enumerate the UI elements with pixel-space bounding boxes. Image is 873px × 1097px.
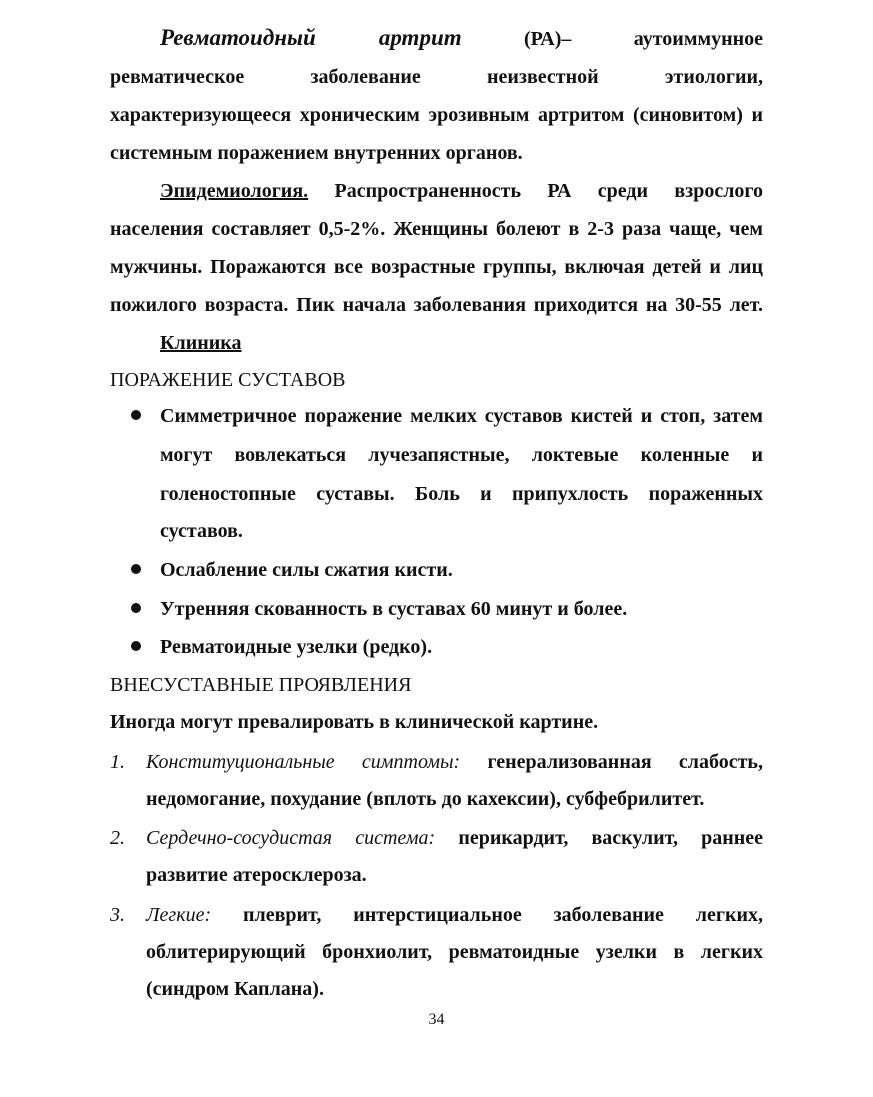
extra-item-1-number: 1. (110, 751, 125, 773)
joints-item-2: Ослабление силы сжатия кисти. (160, 559, 453, 581)
extra-item-3-line-2: облитерирующий бронхиолит, ревматоидные узелки в легких (146, 941, 763, 963)
extra-item-2-line-2: развитие атеросклероза. (146, 864, 367, 886)
page-number: 34 (428, 1011, 445, 1028)
joints-item-1-line-4: суставов. (160, 520, 243, 542)
bullet-icon (131, 641, 141, 651)
extra-item-2-line1-tail: перикардит, васкулит, раннее (458, 827, 764, 849)
extra-item-3-number: 3. (110, 904, 125, 926)
extra-item-1-line1-tail: генерализованная слабость, (487, 751, 764, 773)
intro-line-4: системным поражением внутренних органов. (110, 142, 523, 164)
extra-item-3-line1-tail: плеврит, интерстициальное заболевание легких, (242, 904, 764, 926)
epidemiology-line1-tail: Распространенность РА среди взрослого (334, 180, 764, 202)
epidemiology-line-1 (160, 178, 763, 204)
extra-intro: Иногда могут превалировать в клинической картине. (110, 711, 599, 733)
extra-item-3-label: Легкие: (146, 904, 212, 926)
joints-heading: ПОРАЖЕНИЕ СУСТАВОВ (110, 369, 346, 391)
extra-item-3-line-1 (146, 902, 763, 928)
intro-line1-tail: аутоиммунное (633, 28, 763, 50)
joints-item-4: Ревматоидные узелки (редко). (160, 636, 433, 658)
clinic-heading-text: Клиника (160, 332, 242, 354)
bullet-icon (131, 564, 141, 574)
epidemiology-line-4: пожилого возраста. Пик начала заболевания приходится на 30-55 лет. (110, 294, 763, 316)
joints-item-1-line-3: голеностопные суставы. Боль и припухлость пораженных (160, 483, 763, 505)
extra-item-1-label: Конституциональные симптомы: (146, 751, 461, 773)
extra-item-2-label: Сердечно-сосудистая система: (146, 827, 436, 849)
bullet-icon (131, 603, 141, 613)
bullet-icon (131, 410, 141, 420)
joints-item-3: Утренняя скованность в суставах 60 минут и более. (160, 598, 628, 620)
epidemiology-heading: Эпидемиология. (160, 180, 309, 202)
extra-item-3-line-3: (синдром Каплана). (146, 978, 324, 1000)
extra-heading: ВНЕСУСТАВНЫЕ ПРОЯВЛЕНИЯ (110, 674, 412, 696)
joints-item-1-line-2: могут вовлекаться лучезапястные, локтевые коленные и (160, 444, 763, 466)
extra-item-2-line-1 (146, 825, 763, 851)
intro-line-2: ревматическое заболевание неизвестной этиологии, (110, 66, 763, 88)
epidemiology-line-2: населения составляет 0,5-2%. Женщины болеют в 2-3 раза чаще, чем (110, 218, 763, 240)
epidemiology-line-3: мужчины. Поражаются все возрастные группы, включая детей и лиц (110, 256, 763, 278)
intro-line-1 (160, 25, 763, 51)
intro-abbr: (РА)– (523, 28, 572, 50)
extra-item-2-number: 2. (110, 827, 125, 849)
joints-item-1-line-1: Симметричное поражение мелких суставов кистей и стоп, затем (160, 405, 763, 427)
intro-term: Ревматоидный артрит (160, 25, 462, 50)
extra-item-1-line-1 (146, 749, 763, 775)
intro-line-3: характеризующееся хроническим эрозивным артритом (синовитом) и (110, 104, 763, 126)
clinic-heading (160, 330, 763, 356)
extra-item-1-line-2: недомогание, похудание (вплоть до кахексии), субфебрилитет. (146, 788, 705, 810)
